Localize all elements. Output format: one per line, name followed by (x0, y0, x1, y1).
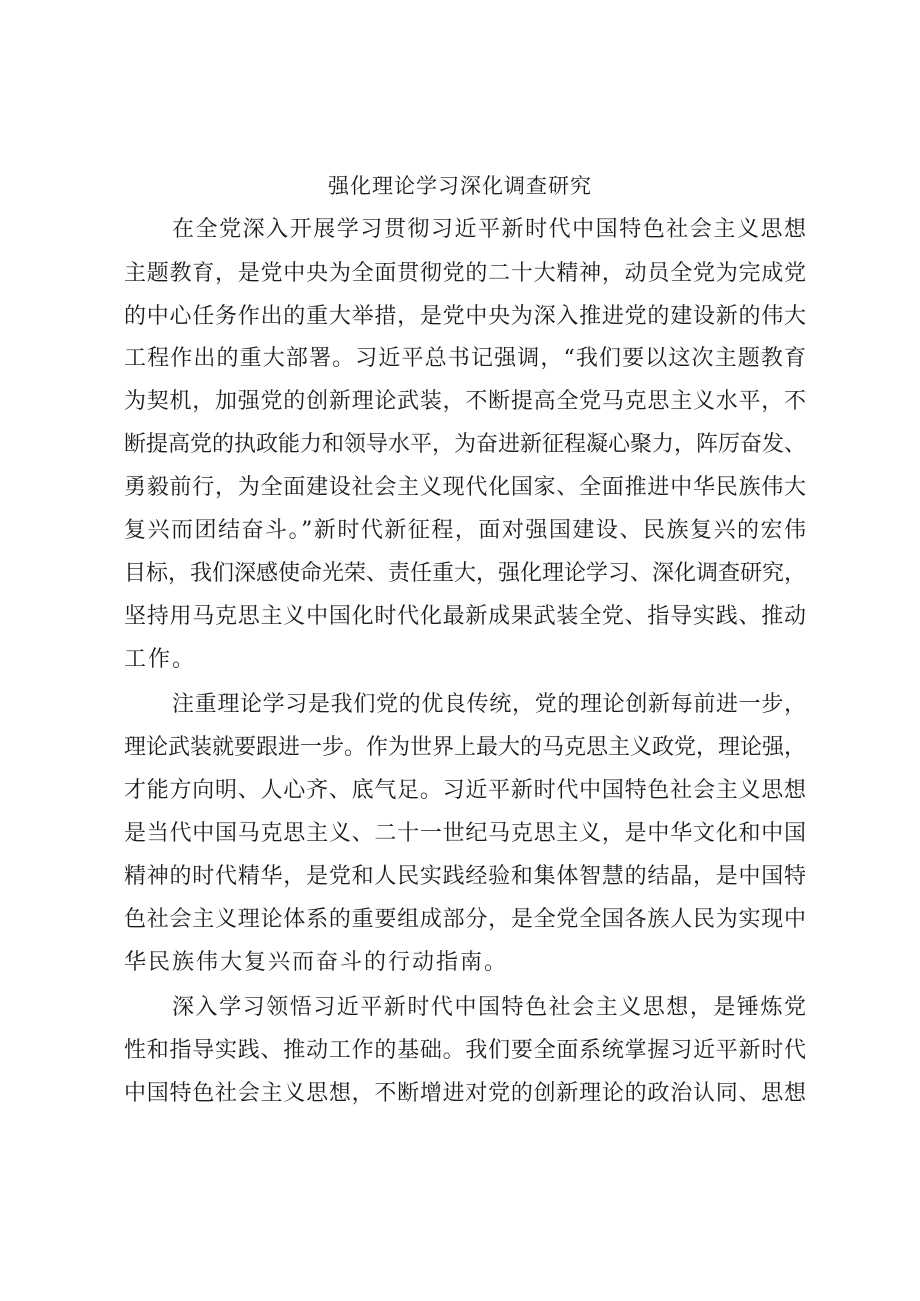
paragraph-1-line-11: 工作。 (124, 647, 197, 672)
paragraph-1-line-2: 主题教育，是党中央为全面贯彻党的二十大精神，动员全党为完成党 (124, 261, 806, 286)
paragraph-2-line-3: 才能方向明、人心齐、底气足。习近平新时代中国特色社会主义思想 (124, 778, 806, 803)
paragraph-3-line-1: 深入学习领悟习近平新时代中国特色社会主义思想，是锤炼党 (172, 995, 806, 1020)
paragraph-1-line-9: 目标，我们深感使命光荣、责任重大，强化理论学习、深化调查研究， (124, 561, 806, 586)
paragraph-1-line-6: 断提高党的执政能力和领导水平，为奋进新征程凝心聚力，阵厉奋发、 (124, 432, 806, 457)
paragraph-1-line-7: 勇毅前行，为全面建设社会主义现代化国家、全面推进中华民族伟大 (124, 475, 806, 500)
paragraph-1-line-5: 为契机，加强党的创新理论武装，不断提高全党马克思主义水平，不 (124, 389, 806, 414)
paragraph-1-line-3: 的中心任务作出的重大举措，是党中央为深入推进党的建设新的伟大 (124, 304, 806, 329)
paragraph-2-line-5: 精神的时代精华，是党和人民实践经验和集体智慧的结晶，是中国特 (124, 864, 806, 889)
paragraph-2-line-1: 注重理论学习是我们党的优良传统，党的理论创新每前进一步， (172, 692, 806, 717)
document-title: 强化理论学习深化调查研究 (328, 174, 592, 198)
paragraph-1-line-1: 在全党深入开展学习贯彻习近平新时代中国特色社会主义思想 (172, 217, 806, 242)
paragraph-2-line-7: 华民族伟大复兴而奋斗的行动指南。 (124, 950, 509, 975)
paragraph-2-line-6: 色社会主义理论体系的重要组成部分，是全党全国各族人民为实现中 (124, 907, 806, 932)
paragraph-2-line-4: 是当代中国马克思主义、二十一世纪马克思主义，是中华文化和中国 (124, 821, 806, 846)
paragraph-1-line-8: 复兴而团结奋斗。”新时代新征程，面对强国建设、民族复兴的宏伟 (124, 518, 806, 543)
paragraph-3-line-3: 中国特色社会主义思想，不断增进对党的创新理论的政治认同、思想 (124, 1081, 806, 1106)
paragraph-2-line-2: 理论武装就要跟进一步。作为世界上最大的马克思主义政党，理论强， (124, 735, 806, 760)
paragraph-3-line-2: 性和指导实践、推动工作的基础。我们要全面系统掌握习近平新时代 (124, 1038, 806, 1063)
paragraph-1-line-10: 坚持用马克思主义中国化时代化最新成果武装全党、指导实践、推动 (124, 604, 806, 629)
paragraph-1-line-4: 工程作出的重大部署。习近平总书记强调，“我们要以这次主题教育 (124, 346, 806, 371)
